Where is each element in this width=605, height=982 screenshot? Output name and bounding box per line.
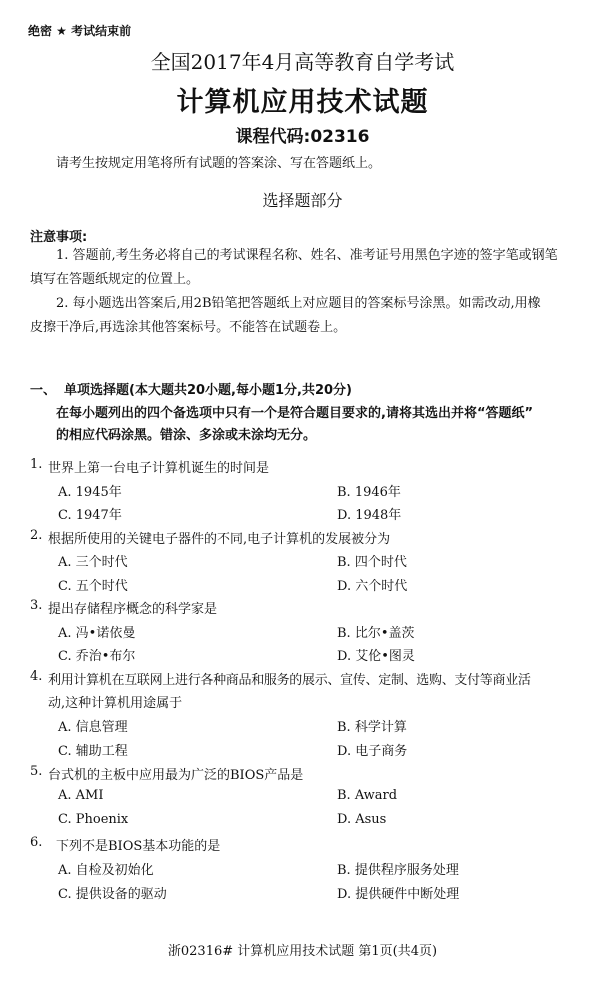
question-5-option-d: D. Asus (337, 812, 387, 827)
part-one-number: 一、 (30, 383, 57, 398)
question-1-option-c: C. 1947年 (58, 508, 122, 523)
question-2-option-a: A. 三个时代 (58, 555, 128, 570)
part-one-desc-line-1: 在每小题列出的四个备选项中只有一个是符合题目要求的,请将其选出并将“答题纸” (56, 406, 534, 421)
note-1-line-2: 填写在答题纸规定的位置上。 (30, 272, 200, 287)
question-2-option-d: D. 六个时代 (337, 579, 408, 594)
question-2-number: 2. (30, 528, 43, 543)
question-6-option-b: B. 提供程序服务处理 (337, 863, 459, 878)
question-5-option-c: C. Phoenix (58, 812, 129, 827)
question-2-option-c: C. 五个时代 (58, 579, 128, 594)
question-5-text: 台式机的主板中应用最为广泛的BIOS产品是 (48, 768, 304, 783)
note-1-line-1: 1. 答题前,考生务必将自己的考试课程名称、姓名、准考证号用黑色字迹的签字笔或钢笔 (56, 248, 558, 263)
part-one-title: 单项选择题(本大题共20小题,每小题1分,共20分) (64, 383, 352, 398)
question-1-text: 世界上第一台电子计算机诞生的时间是 (48, 461, 270, 476)
question-3-option-a: A. 冯•诺依曼 (58, 626, 136, 641)
question-1-option-a: A. 1945年 (58, 485, 122, 500)
page-footer: 浙02316# 计算机应用技术试题 第1页(共4页) (167, 944, 438, 959)
question-4-text-continued: 动,这种计算机用途属于 (48, 696, 183, 711)
question-6-option-c: C. 提供设备的驱动 (58, 887, 167, 902)
question-4-number: 4. (30, 669, 43, 684)
question-1-option-d: D. 1948年 (337, 508, 402, 523)
question-4-option-a: A. 信息管理 (58, 720, 128, 735)
question-4-option-b: B. 科学计算 (337, 720, 407, 735)
question-1-option-b: B. 1946年 (337, 485, 401, 500)
course-code: 课程代码:02316 (235, 127, 370, 147)
question-2-text: 根据所使用的关键电子器件的不同,电子计算机的发展被分为 (48, 532, 391, 547)
question-3-option-c: C. 乔治•布尔 (58, 649, 136, 664)
notes-label: 注意事项: (30, 230, 88, 245)
question-4-text: 利用计算机在互联网上进行各种商品和服务的展示、宣传、定制、选购、支付等商业活 (48, 673, 531, 688)
question-6-option-d: D. 提供硬件中断处理 (337, 887, 460, 902)
question-3-option-b: B. 比尔•盖茨 (337, 626, 415, 641)
question-2-option-b: B. 四个时代 (337, 555, 407, 570)
section-heading: 选择题部分 (262, 191, 343, 210)
question-6-text: 下列不是BIOS基本功能的是 (56, 839, 221, 854)
question-3-number: 3. (30, 598, 43, 613)
question-1-number: 1. (30, 457, 43, 472)
exam-name: 全国2017年4月高等教育自学考试 (150, 50, 455, 74)
question-6-number: 6. (30, 835, 43, 850)
question-3-option-d: D. 艾伦•图灵 (337, 649, 415, 664)
part-one-desc-line-2: 的相应代码涂黑。错涂、多涂或未涂均无分。 (56, 428, 317, 443)
confidential-label: 绝密 ★ 考试结束前 (28, 24, 132, 38)
question-4-option-d: D. 电子商务 (337, 744, 408, 759)
note-2-line-2: 皮擦干净后,再选涂其他答案标号。不能答在试题卷上。 (30, 320, 347, 335)
question-4-option-c: C. 辅助工程 (58, 744, 128, 759)
answer-instruction: 请考生按规定用笔将所有试题的答案涂、写在答题纸上。 (56, 156, 382, 171)
paper-title: 计算机应用技术试题 (176, 87, 429, 118)
question-5-number: 5. (30, 764, 43, 779)
question-6-option-a: A. 自检及初始化 (58, 863, 154, 878)
question-5-option-a: A. AMI (58, 788, 104, 803)
question-5-option-b: B. Award (337, 788, 398, 803)
question-3-text: 提出存储程序概念的科学家是 (48, 602, 218, 617)
note-2-line-1: 2. 每小题选出答案后,用2B铅笔把答题纸上对应题目的答案标号涂黑。如需改动,用橡 (56, 296, 541, 311)
